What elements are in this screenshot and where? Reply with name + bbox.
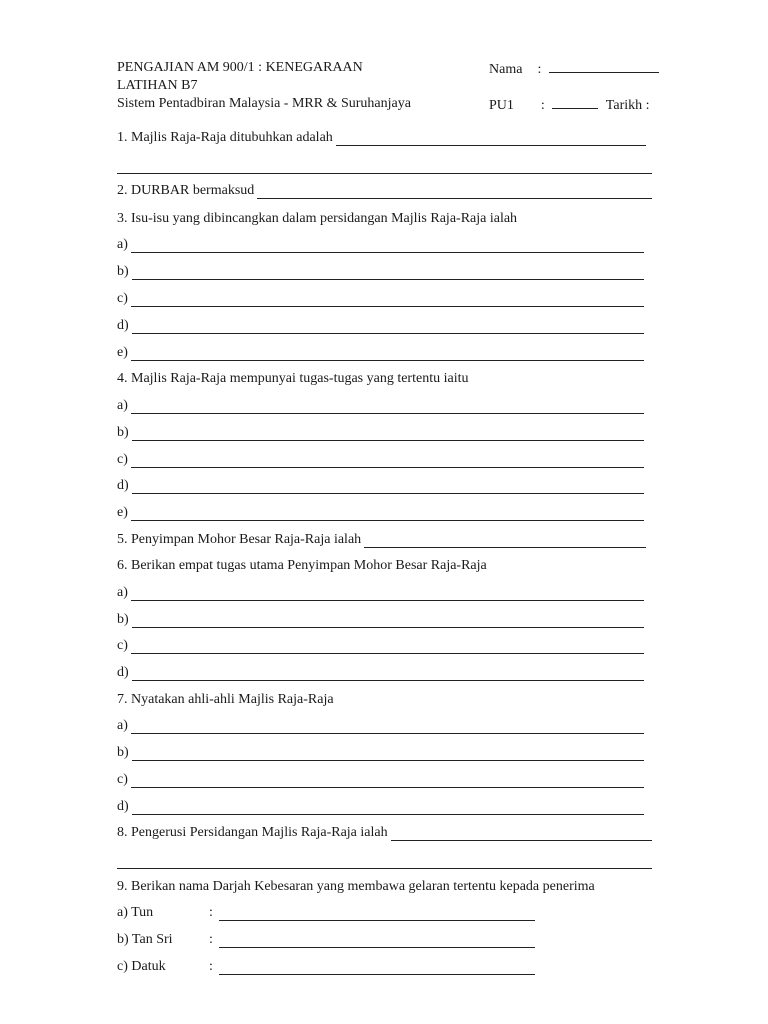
answer-line[interactable]: [131, 508, 644, 521]
answer-row: [117, 345, 644, 361]
answer-row: [117, 959, 535, 975]
answer-label: b) Tan Sri: [117, 932, 173, 947]
class-label: PU1: [489, 98, 514, 113]
answer-letter: a): [117, 718, 128, 733]
question-5-text: 5. Penyimpan Mohor Besar Raja-Raja ialah: [117, 532, 362, 547]
answer-row: [117, 318, 644, 334]
answer-row: [117, 585, 644, 601]
question-5: [117, 532, 646, 548]
answer-letter: e): [117, 505, 128, 520]
answer-letter: b): [117, 264, 129, 279]
answer-line[interactable]: [364, 535, 646, 548]
answer-line[interactable]: [391, 828, 652, 841]
answer-row: [117, 478, 644, 494]
answer-row: [117, 291, 644, 307]
date-label: Tarikh :: [605, 98, 650, 113]
answer-row: [117, 237, 644, 253]
answer-row: [117, 718, 644, 734]
answer-line[interactable]: [219, 962, 535, 975]
answer-line[interactable]: [132, 615, 644, 628]
answer-line[interactable]: [132, 428, 644, 441]
answer-line[interactable]: [219, 908, 535, 921]
answer-line[interactable]: [132, 668, 644, 681]
answer-line[interactable]: [219, 935, 535, 948]
answer-row: [117, 665, 644, 681]
answer-line[interactable]: [131, 294, 644, 307]
answer-row: [117, 772, 644, 788]
answer-label: c) Datuk: [117, 959, 166, 974]
answer-letter: a): [117, 398, 128, 413]
answer-line[interactable]: [132, 802, 644, 815]
answer-letter: d): [117, 318, 129, 333]
question-2-text: 2. DURBAR bermaksud: [117, 183, 255, 198]
answer-row: [117, 905, 535, 921]
question-9-text: 9. Berikan nama Darjah Kebesaran yang membawa gelaran tertentu kepada penerima: [117, 879, 595, 894]
answer-letter: d): [117, 799, 129, 814]
answer-line[interactable]: [131, 641, 644, 654]
answer-line[interactable]: [131, 348, 644, 361]
answer-line[interactable]: [131, 775, 644, 788]
answer-letter: d): [117, 478, 129, 493]
question-2: [117, 183, 652, 199]
course-title: PENGAJIAN AM 900/1 : KENEGARAAN: [117, 60, 363, 75]
name-label: Nama: [489, 62, 523, 77]
answer-line[interactable]: [131, 721, 644, 734]
answer-separator: :: [209, 932, 213, 947]
answer-row: [117, 932, 535, 948]
answer-letter: c): [117, 452, 128, 467]
answer-line[interactable]: [117, 867, 652, 869]
answer-row: [117, 398, 644, 414]
answer-separator: :: [209, 959, 213, 974]
answer-separator: :: [209, 905, 213, 920]
answer-line[interactable]: [117, 172, 652, 174]
topic-title: Sistem Pentadbiran Malaysia - MRR & Suruhanjaya: [117, 96, 411, 111]
answer-label: a) Tun: [117, 905, 154, 920]
question-8-text: 8. Pengerusi Persidangan Majlis Raja-Raja ialah: [117, 825, 388, 840]
answer-letter: c): [117, 638, 128, 653]
answer-letter: a): [117, 585, 128, 600]
answer-line[interactable]: [257, 186, 652, 199]
answer-line[interactable]: [131, 588, 644, 601]
question-4-text: 4. Majlis Raja-Raja mempunyai tugas-tugas yang tertentu iaitu: [117, 371, 469, 386]
answer-letter: c): [117, 772, 128, 787]
answer-line[interactable]: [132, 748, 644, 761]
question-3-text: 3. Isu-isu yang dibincangkan dalam persidangan Majlis Raja-Raja ialah: [117, 211, 518, 226]
answer-letter: b): [117, 612, 129, 627]
answer-letter: b): [117, 745, 129, 760]
answer-row: [117, 745, 644, 761]
question-7-text: 7. Nyatakan ahli-ahli Majlis Raja-Raja: [117, 692, 334, 707]
answer-letter: b): [117, 425, 129, 440]
answer-letter: d): [117, 665, 129, 680]
answer-letter: a): [117, 237, 128, 252]
exercise-title: LATIHAN B7: [117, 78, 198, 93]
answer-row: [117, 612, 644, 628]
answer-line[interactable]: [131, 401, 644, 414]
question-8: [117, 825, 652, 841]
answer-line[interactable]: [132, 481, 644, 494]
answer-line[interactable]: [132, 267, 644, 280]
answer-row: [117, 425, 644, 441]
answer-line[interactable]: [131, 455, 644, 468]
name-separator: :: [537, 62, 542, 77]
question-1: [117, 130, 646, 146]
name-field-row: [489, 60, 659, 78]
class-blank[interactable]: [552, 96, 598, 109]
answer-letter: e): [117, 345, 128, 360]
answer-row: [117, 452, 644, 468]
name-blank[interactable]: [549, 60, 659, 73]
answer-row: [117, 638, 644, 654]
question-6-text: 6. Berikan empat tugas utama Penyimpan Mohor Besar Raja-Raja: [117, 558, 487, 573]
answer-row: [117, 799, 644, 815]
answer-line[interactable]: [132, 321, 644, 334]
answer-row: [117, 505, 644, 521]
question-1-text: 1. Majlis Raja-Raja ditubuhkan adalah: [117, 130, 333, 145]
answer-row: [117, 264, 644, 280]
class-separator: :: [540, 98, 545, 113]
answer-letter: c): [117, 291, 128, 306]
answer-line[interactable]: [336, 133, 646, 146]
answer-line[interactable]: [131, 240, 644, 253]
class-date-row: [489, 96, 650, 114]
